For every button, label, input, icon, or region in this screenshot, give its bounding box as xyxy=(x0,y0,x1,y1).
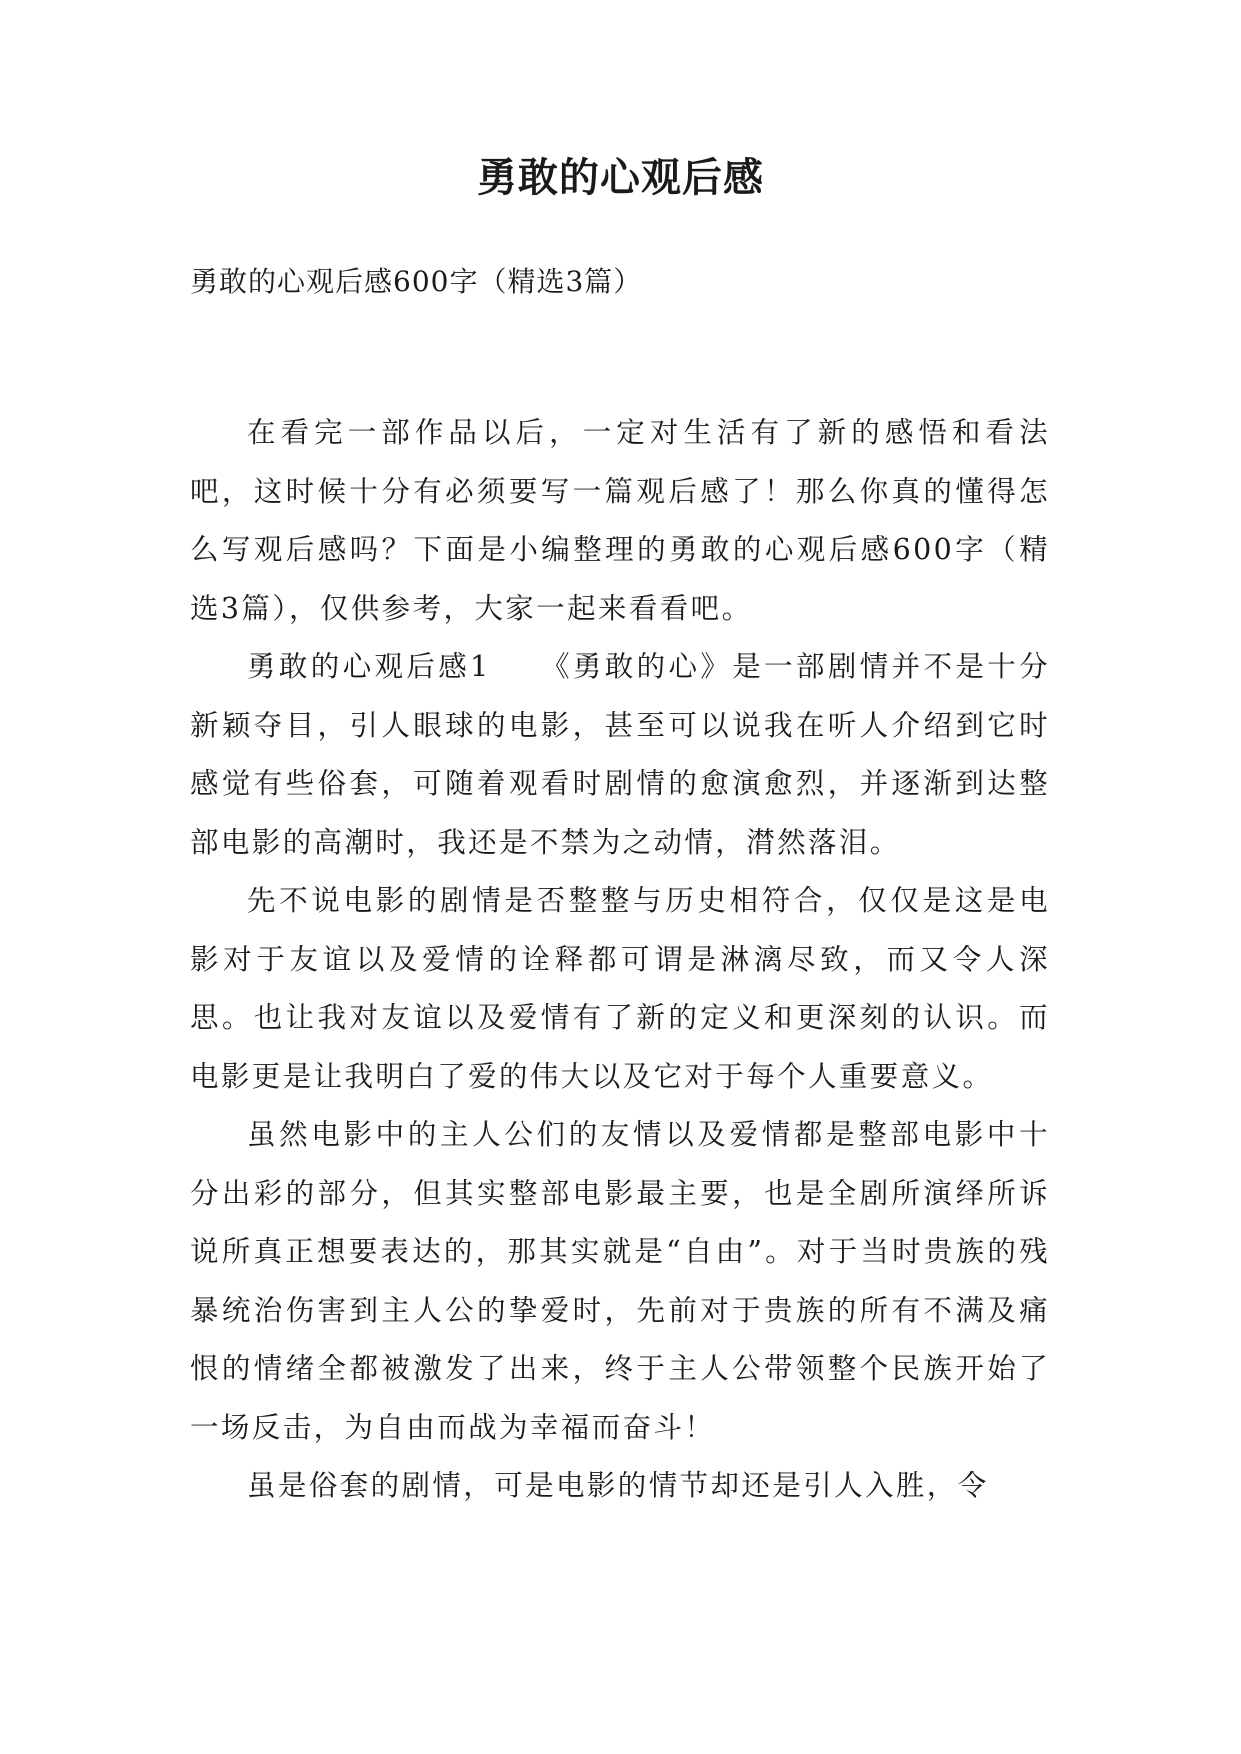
document-subtitle: 勇敢的心观后感600字（精选3篇） xyxy=(190,265,643,298)
document-body xyxy=(190,404,1050,1516)
paragraph-intro: 在看完一部作品以后，一定对生活有了新的感悟和看法吧，这时候十分有必须要写一篇观后感了！那么你真的懂得怎么写观后感吗？下面是小编整理的勇敢的心观后感600字（精选3篇），仅供参考，大家一起来看看吧。 xyxy=(190,416,1050,625)
paragraph-essay-1-opening: 勇敢的心观后感1 《勇敢的心》是一部剧情并不是十分新颖夺目，引人眼球的电影，甚至可以说我在听人介绍到它时感觉有些俗套，可随着观看时剧情的愈演愈烈，并逐渐到达整部电影的高潮时，我还是不禁为之动情，潸然落泪。 xyxy=(190,650,1050,859)
paragraph-friendship-love: 先不说电影的剧情是否整整与历史相符合，仅仅是这是电影对于友谊以及爱情的诠释都可谓是淋漓尽致，而又令人深思。也让我对友谊以及爱情有了新的定义和更深刻的认识。而电影更是让我明白了爱的伟大以及它对于每个人重要意义。 xyxy=(190,884,1050,1093)
document-title: 勇敢的心观后感 xyxy=(477,155,764,201)
paragraph-freedom: 虽然电影中的主人公们的友情以及爱情都是整部电影中十分出彩的部分，但其实整部电影最主要，也是全剧所演绎所诉说所真正想要表达的，那其实就是“自由”。对于当时贵族的残暴统治伤害到主人公的挚爱时，先前对于贵族的所有不满及痛恨的情绪全都被激发了出来，终于主人公带领整个民族开始了一场反击，为自由而战为幸福而奋斗！ xyxy=(190,1118,1050,1444)
paragraph-plot: 虽是俗套的剧情，可是电影的情节却还是引人入胜，令 xyxy=(247,1469,989,1502)
